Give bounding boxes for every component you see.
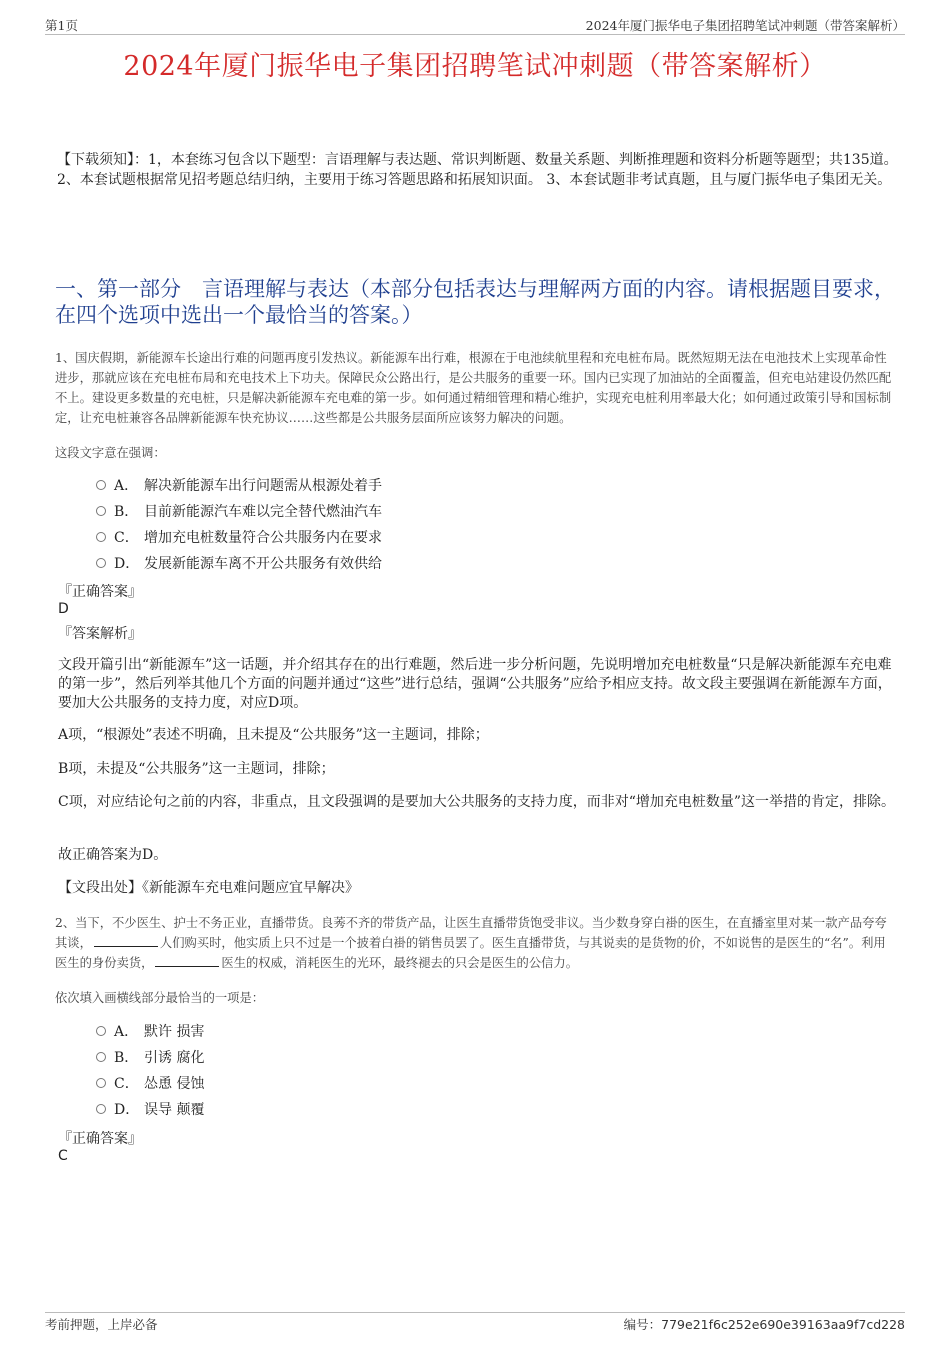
question-2-prompt: 依次填入画横线部分最恰当的一项是： <box>55 991 265 1005</box>
q2-option-a[interactable]: A． 默许 损害 <box>96 1022 204 1042</box>
radio-icon[interactable] <box>96 506 106 516</box>
download-notice: 【下载须知】：1，本套练习包含以下题型：言语理解与表达题、常识判断题、数量关系题、判断推理题和资料分析题等题型；共135道。 2、本套试题根据常见招考题总结归纳，主要用于练习答题思路和拓展知识面。 3、本套试题非考试真题，且与厦门振华电子集团无关。 <box>57 152 898 188</box>
radio-icon[interactable] <box>96 558 106 568</box>
q1-option-b[interactable]: B． 目前新能源汽车难以完全替代燃油汽车 <box>96 502 382 522</box>
q1-analysis-option-b: B项，未提及“公共服务”这一主题词，排除； <box>58 761 335 777</box>
fill-blank-1[interactable] <box>94 934 158 947</box>
q2-option-b[interactable]: B． 引诱 腐化 <box>96 1048 204 1068</box>
q2-option-d[interactable]: D． 误导 颠覆 <box>96 1100 204 1120</box>
section-heading: 一、第一部分 言语理解与表达（本部分包括表达与理解两方面的内容。请根据题目要求，在四个选项中选出一个最恰当的答案。） <box>55 277 895 327</box>
document-title: 2024年厦门振华电子集团招聘笔试冲刺题（带答案解析） <box>123 51 827 82</box>
q2-answer-label: 『正确答案』 <box>58 1131 142 1147</box>
fill-blank-2[interactable] <box>155 954 219 967</box>
page-header <box>45 14 905 35</box>
radio-icon[interactable] <box>96 1052 106 1062</box>
q1-analysis-conclusion: 故正确答案为D。 <box>58 847 168 863</box>
radio-icon[interactable] <box>96 1078 106 1088</box>
radio-icon[interactable] <box>96 1026 106 1036</box>
q1-option-c[interactable]: C． 增加充电桩数量符合公共服务内在要求 <box>96 528 382 548</box>
q1-option-a[interactable]: A． 解决新能源车出行问题需从根源处着手 <box>96 476 382 496</box>
header-doc-title: 2024年厦门振华电子集团招聘笔试冲刺题（带答案解析） <box>585 18 905 33</box>
q2-option-c[interactable]: C． 怂恿 侵蚀 <box>96 1074 204 1094</box>
page-footer <box>45 1312 905 1332</box>
q1-source: 【文段出处】《新能源车充电难问题应宜早解决》 <box>58 880 359 896</box>
footer-code: 编号：779e21f6c252e690e39163aa9f7cd228 <box>623 1317 905 1332</box>
q1-answer-label: 『正确答案』 <box>58 584 142 600</box>
radio-icon[interactable] <box>96 480 106 490</box>
q1-answer: D <box>58 601 69 617</box>
radio-icon[interactable] <box>96 1104 106 1114</box>
question-2-text: 2、当下，不少医生、护士不务正业，直播带货。良莠不齐的带货产品，让医生直播带货饱受非议。当少数身穿白褂的医生，在直播室里对某一款产品夸夸其谈， 人们购买时，他实质上只不过是一个披着白褂的销售员罢了。医生直播带货，与其说卖的是货物的价，不如说售的是医生的“名”。利用医生的身份卖货， 医生的权威，消耗医生的光环，最终褪去的只会是医生的公信力。 <box>55 916 887 970</box>
q1-analysis-option-a: A项，“根源处”表述不明确，且未提及“公共服务”这一主题词，排除； <box>58 727 489 743</box>
q2-answer: C <box>58 1148 68 1164</box>
footer-slogan: 考前押题，上岸必备 <box>45 1317 158 1332</box>
q1-analysis-label: 『答案解析』 <box>58 626 142 642</box>
page-number: 第1页 <box>45 18 78 33</box>
q1-option-d[interactable]: D． 发展新能源车离不开公共服务有效供给 <box>96 554 382 574</box>
q1-analysis-paragraph: 文段开篇引出“新能源车”这一话题，并介绍其存在的出行难题，然后进一步分析问题，先说明增加充电桩数量“只是解决新能源车充电难的第一步”，然后列举其他几个方面的问题并通过“这些”进行总结，强调“公共服务”应给予相应支持。故文段主要强调在新能源车方面，要加大公共服务的支持力度，对应D项。 <box>58 657 892 711</box>
q1-analysis-option-c: C项，对应结论句之前的内容，非重点，且文段强调的是要加大公共服务的支持力度，而非对“增加充电桩数量”这一举措的肯定，排除。 <box>58 794 896 810</box>
question-1-prompt: 这段文字意在强调： <box>55 446 166 460</box>
radio-icon[interactable] <box>96 532 106 542</box>
question-1-text: 1、国庆假期，新能源车长途出行难的问题再度引发热议。新能源车出行难，根源在于电池续航里程和充电桩布局。既然短期无法在电池技术上实现革命性进步，那就应该在充电桩布局和充电技术上下功夫。保障民众公路出行，是公共服务的重要一环。国内已实现了加油站的全面覆盖，但充电站建设仍然匹配不上。建设更多数量的充电桩，只是解决新能源车充电难的第一步。如何通过精细管理和精心维护，实现充电桩利用率最大化；如何通过政策引导和国标制定，让充电桩兼容各品牌新能源车快充协议……这些都是公共服务层面所应该努力解决的问题。 <box>55 351 892 425</box>
